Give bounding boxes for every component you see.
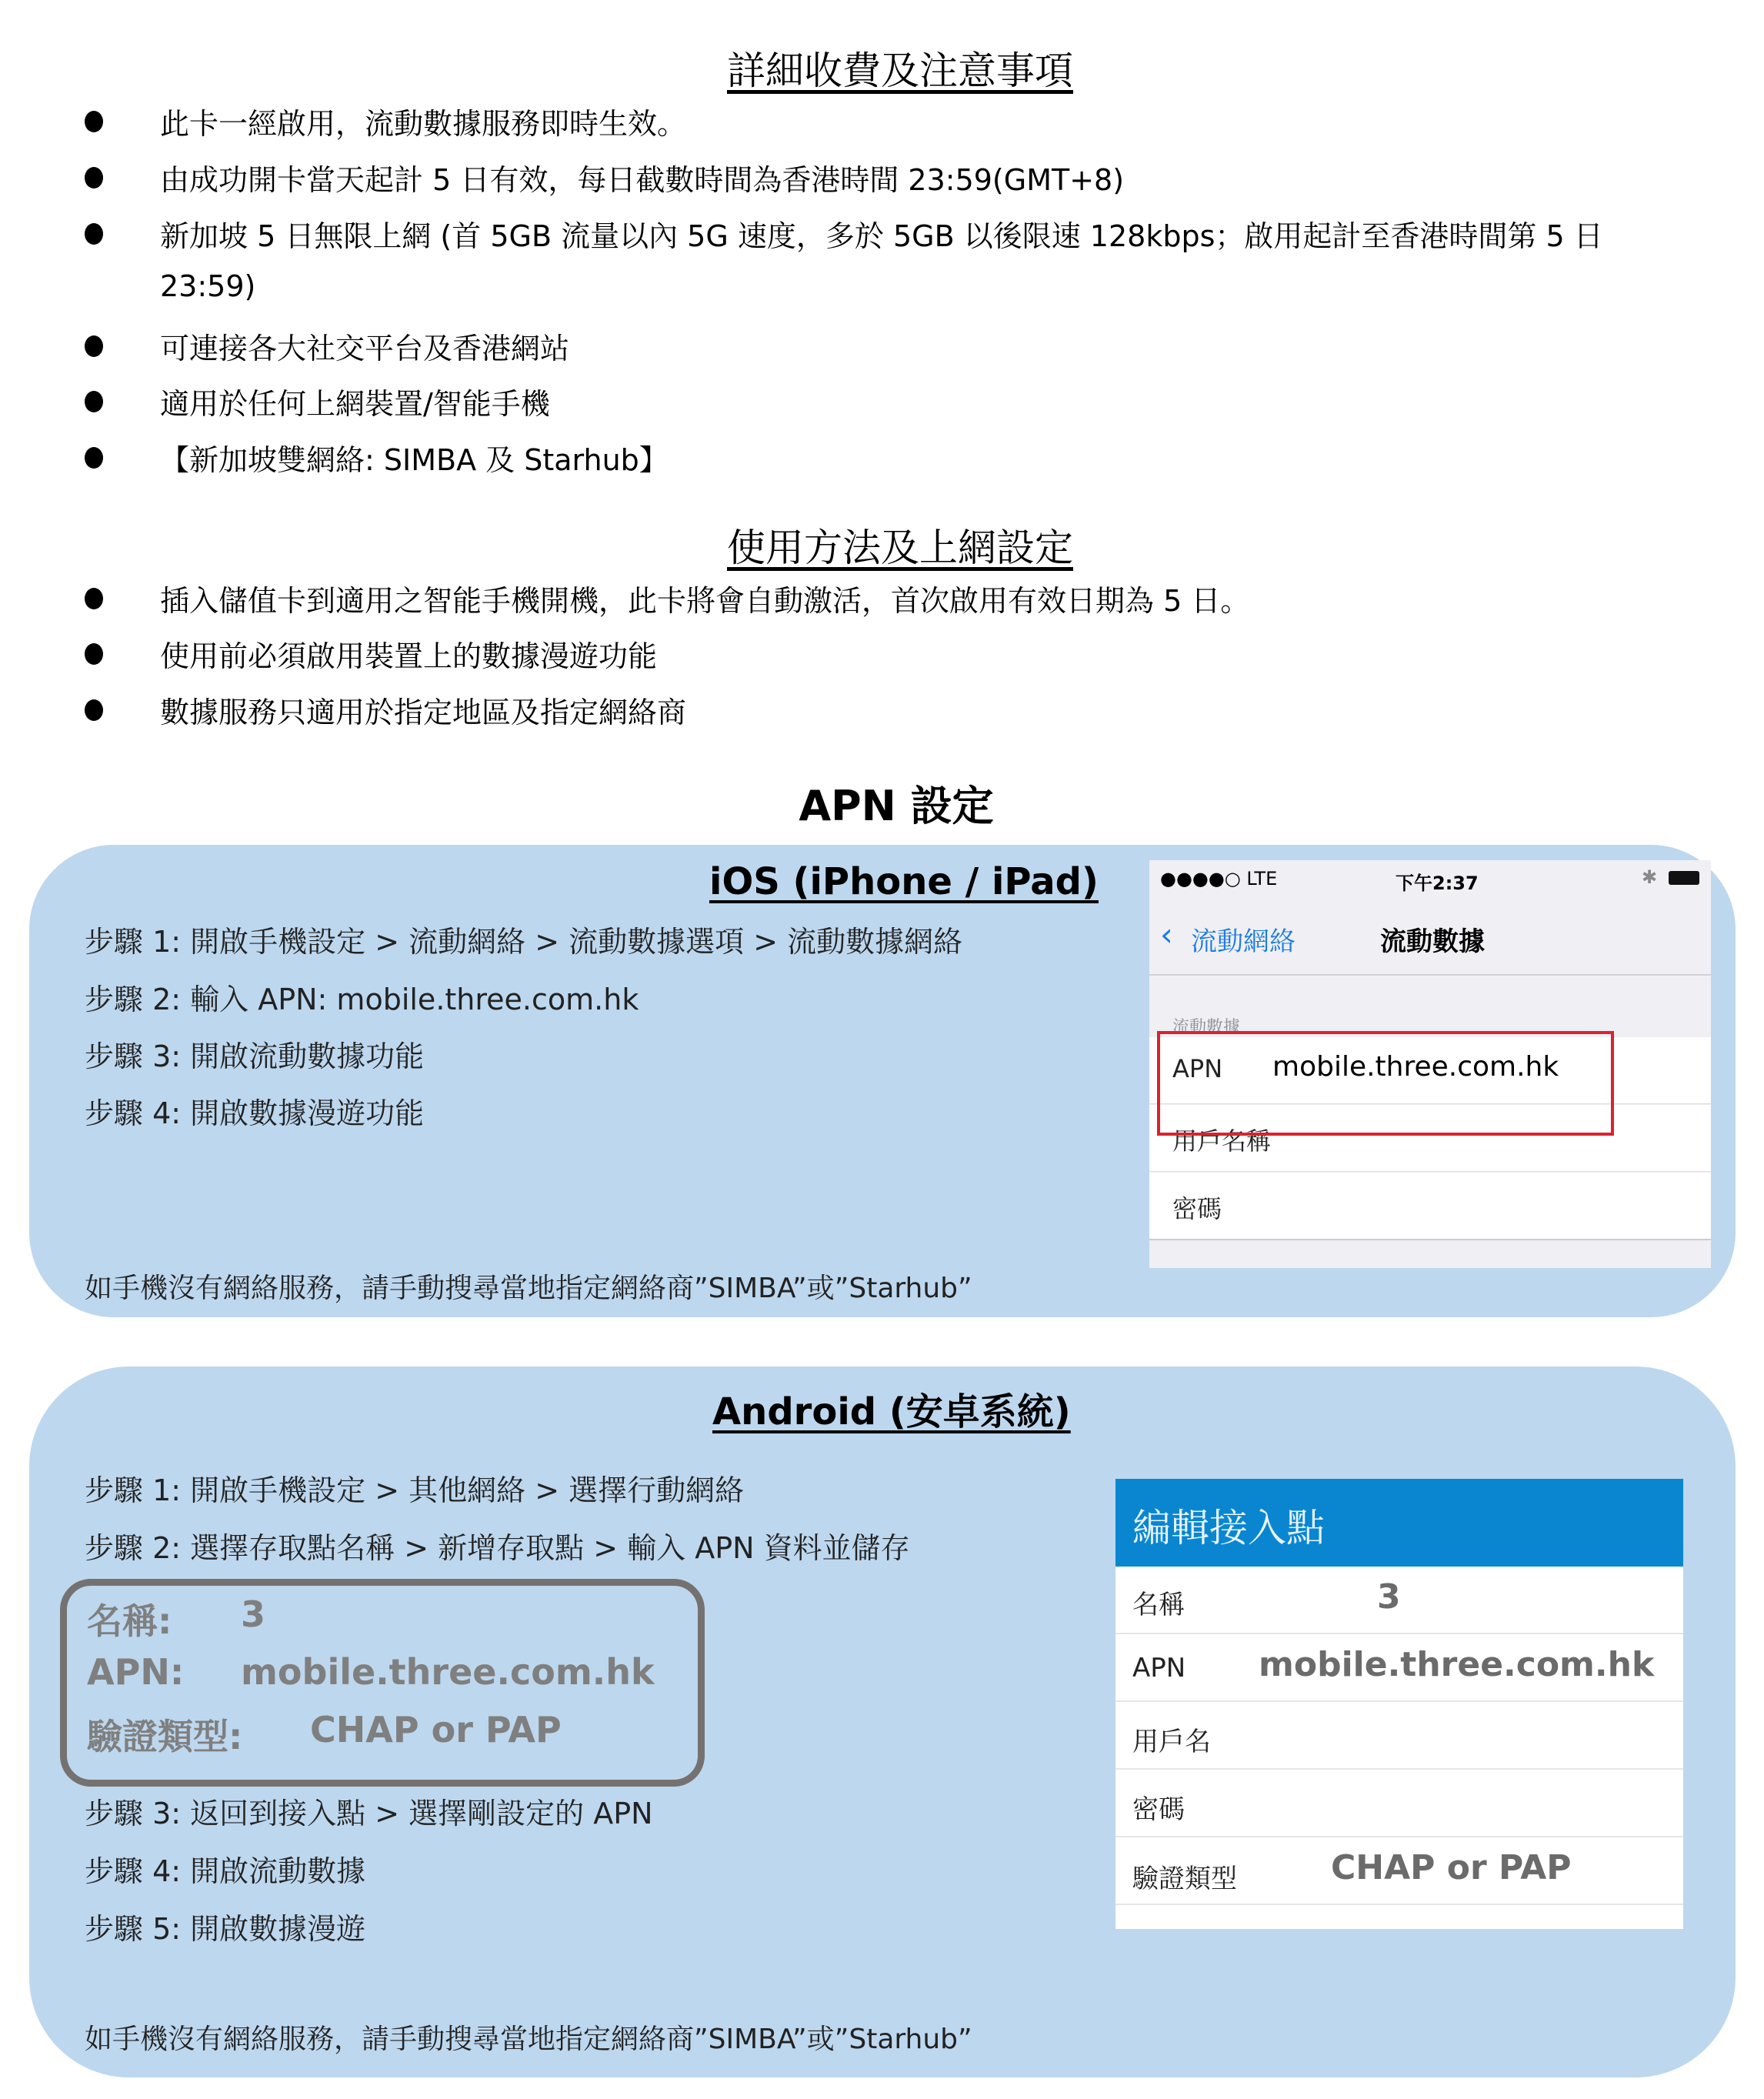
password-row[interactable] [1149,1173,1711,1240]
apn-value[interactable]: mobile.three.com.hk [1259,1645,1655,1684]
bullet-item [85,380,550,422]
box-auth-row [87,1709,562,1760]
bullet-text: 可連接各大社交平台及香港網站 [160,332,570,365]
apn-settings-title: APN 設定 [799,782,994,830]
password-row[interactable] [1115,1770,1683,1837]
ios-step-4: 步驟 4: 開啟數據漫遊功能 [85,1096,425,1130]
bullet-dot-icon [85,167,103,189]
auth-type-row[interactable] [1115,1837,1683,1905]
bullet-item [85,325,569,367]
bullet-text: 適用於任何上網裝置/智能手機 [160,387,550,421]
android-step-5: 步驟 5: 開啟數據漫遊 [85,1912,366,1946]
android-network-note: 如手機沒有網絡服務，請手動搜尋當地指定網絡商”SIMBA”或”Starhub” [85,2024,972,2055]
username-label: 用戶名稱 [1172,1126,1272,1156]
section-title-usage: 使用方法及上網設定 [727,526,1073,570]
name-value[interactable]: 3 [1377,1577,1401,1617]
username-label: 用戶名 [1132,1727,1211,1757]
bullet-continuation: 23:59) [160,269,256,303]
battery-icon [1669,871,1699,885]
nav-title: 流動數據 [1380,926,1485,957]
bullet-text: 【新加坡雙網絡: SIMBA 及 Starhub】 [160,443,669,477]
box-apn-row [87,1651,655,1693]
box-apn-value: mobile.three.com.hk [241,1651,655,1693]
password-label: 密碼 [1132,1794,1185,1825]
bullet-text: 數據服務只適用於指定地區及指定網絡商 [160,696,687,729]
bullet-dot-icon [85,335,103,357]
apn-value[interactable]: mobile.three.com.hk [1272,1051,1559,1083]
android-step-2: 步驟 2: 選擇存取點名稱 > 新增存取點 > 輸入 APN 資料並儲存 [85,1531,910,1565]
ios-step-3: 步驟 3: 開啟流動數據功能 [85,1039,425,1073]
bullet-item [85,100,686,142]
bullet-item [85,436,669,479]
box-name-label: 名稱: [87,1600,172,1642]
ios-step-2: 步驟 2: 輸入 APN: mobile.three.com.hk [85,983,639,1016]
apn-highlight-box [1157,1031,1614,1136]
signal-indicator: ●●●●○ LTE [1160,868,1278,889]
edit-apn-header [1115,1479,1683,1567]
bullet-dot-icon [85,391,103,412]
bullet-text: 由成功開卡當天起計 5 日有效，每日截數時間為香港時間 23:59(GMT+8) [160,163,1125,197]
bullet-item [85,212,1603,255]
ios-step-1: 步驟 1: 開啟手機設定 > 流動網絡 > 流動數據選項 > 流動數據網絡 [85,925,963,959]
android-panel [29,1367,1736,2077]
name-label: 名稱 [1132,1590,1185,1620]
android-step-4: 步驟 4: 開啟流動數據 [85,1854,366,1888]
box-auth-label: 驗證類型: [87,1716,243,1757]
box-auth-value: CHAP or PAP [310,1709,562,1750]
apn-settings-box [60,1579,705,1787]
password-label: 密碼 [1172,1194,1222,1223]
name-row[interactable] [1115,1567,1683,1634]
android-apn-screenshot [1115,1479,1683,1929]
bullet-item [85,689,686,731]
bullet-dot-icon [85,447,103,469]
status-time: 下午2:37 [1396,873,1479,894]
username-row[interactable] [1115,1702,1683,1770]
ios-status-bar [1149,860,1711,899]
section-title-charges: 詳細收費及注意事項 [727,48,1073,93]
edit-apn-title: 編輯接入點 [1132,1506,1325,1550]
bullet-text: 新加坡 5 日無限上網 (首 5GB 流量以內 5G 速度，多於 5GB 以後限速 128kbps；啟用起計至香港時間第 5 日 [160,219,1603,253]
bullet-text: 此卡一經啟用，流動數據服務即時生效。 [160,107,687,141]
android-step-3: 步驟 3: 返回到接入點 > 選擇剛設定的 APN [85,1797,653,1830]
bluetooth-icon: ✱ [1642,866,1658,888]
ios-section-title: iOS (iPhone / iPad) [709,860,1099,903]
bullet-dot-icon [85,111,103,132]
box-name-value: 3 [241,1593,266,1635]
bullet-item [85,577,1249,619]
bullet-item [85,632,657,675]
ios-network-note: 如手機沒有網絡服務，請手動搜尋當地指定網絡商”SIMBA”或”Starhub” [85,1273,972,1304]
ios-nav-bar [1149,899,1711,976]
bullet-dot-icon [85,699,103,721]
bullet-dot-icon [85,643,103,665]
android-step-1: 步驟 1: 開啟手機設定 > 其他網絡 > 選擇行動網絡 [85,1473,745,1507]
apn-label: APN [1172,1054,1223,1083]
box-apn-label: APN: [87,1651,185,1693]
auth-type-value[interactable]: CHAP or PAP [1331,1848,1572,1887]
bullet-dot-icon [85,223,103,245]
auth-type-label: 驗證類型 [1132,1864,1237,1894]
bullet-text: 使用前必須啟用裝置上的數據漫遊功能 [160,639,658,673]
android-section-title: Android (安卓系統) [712,1390,1071,1433]
back-button[interactable]: 流動網絡 [1191,926,1295,957]
bullet-item [85,156,1124,199]
box-name-row [87,1593,266,1644]
back-chevron-icon[interactable]: ‹ [1160,916,1173,953]
ios-panel [29,845,1736,1317]
section-header: 流動數據 [1172,1018,1241,1037]
bullet-text: 插入儲值卡到適用之智能手機開機，此卡將會自動激活，首次啟用有效日期為 5 日。 [160,584,1250,618]
apn-row[interactable] [1115,1634,1683,1702]
bullet-dot-icon [85,588,103,609]
apn-label: APN [1132,1653,1186,1684]
ios-settings-screenshot [1149,860,1711,1268]
